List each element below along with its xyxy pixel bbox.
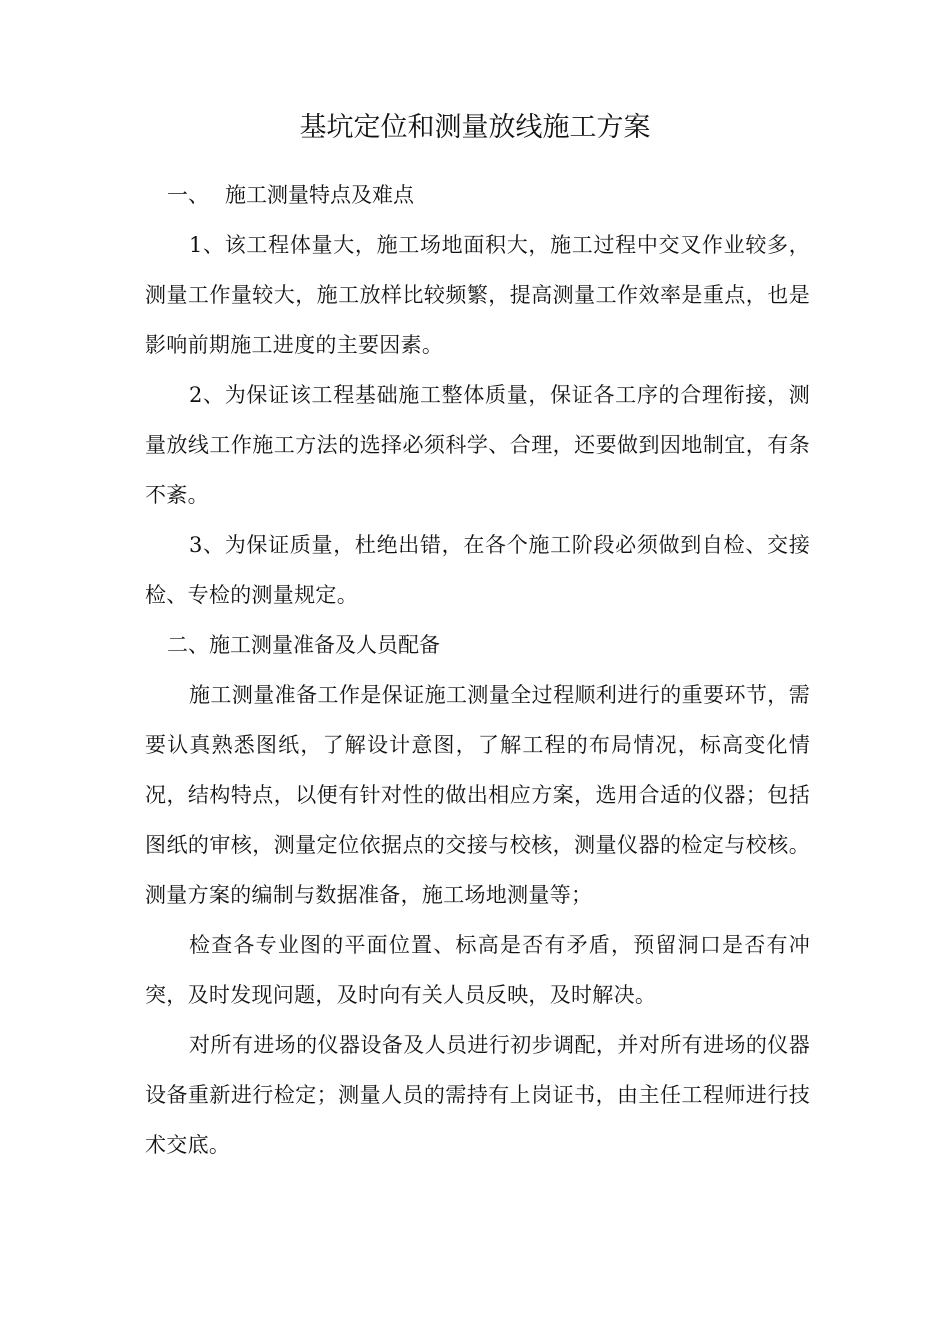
- page-title: 基坑定位和测量放线施工方案: [299, 112, 651, 143]
- section-2-heading: 二、施工测量准备及人员配备: [167, 633, 440, 657]
- section-1-paragraph-3: 3、为保证质量，杜绝出错，在各个施工阶段必须做到自检、交接检、专检的测量规定。: [145, 533, 810, 607]
- section-1-paragraph-1: 1、该工程体量大，施工场地面积大，施工过程中交叉作业较多，测量工作量较大，施工放样比较频繁，提高测量工作效率是重点，也是影响前期施工进度的主要因素。: [145, 233, 810, 357]
- section-1-paragraph-2: 2、为保证该工程基础施工整体质量，保证各工序的合理衔接，测量放线工作施工方法的选择必须科学、合理，还要做到因地制宜，有条不紊。: [145, 383, 810, 507]
- section-1-number: 一、: [167, 183, 209, 207]
- document-body: [145, 170, 810, 1170]
- section-2-paragraph-3: 对所有进场的仪器设备及人员进行初步调配，并对所有进场的仪器设备重新进行检定；测量人员的需持有上岗证书，由主任工程师进行技术交底。: [145, 1033, 810, 1157]
- section-2-paragraph-2: 检查各专业图的平面位置、标高是否有矛盾，预留洞口是否有冲突，及时发现问题，及时向有关人员反映，及时解决。: [145, 933, 810, 1007]
- section-1-heading: [145, 170, 810, 220]
- section-2-paragraph-1: 施工测量准备工作是保证施工测量全过程顺利进行的重要环节，需要认真熟悉图纸，了解设计意图，了解工程的布局情况，标高变化情况，结构特点，以便有针对性的做出相应方案，选用合适的仪器；包括图纸的审核，测量定位依据点的交接与校核，测量仪器的检定与校核。测量方案的编制与数据准备，施工场地测量等；: [145, 683, 810, 907]
- section-1-title: 施工测量特点及难点: [225, 183, 414, 207]
